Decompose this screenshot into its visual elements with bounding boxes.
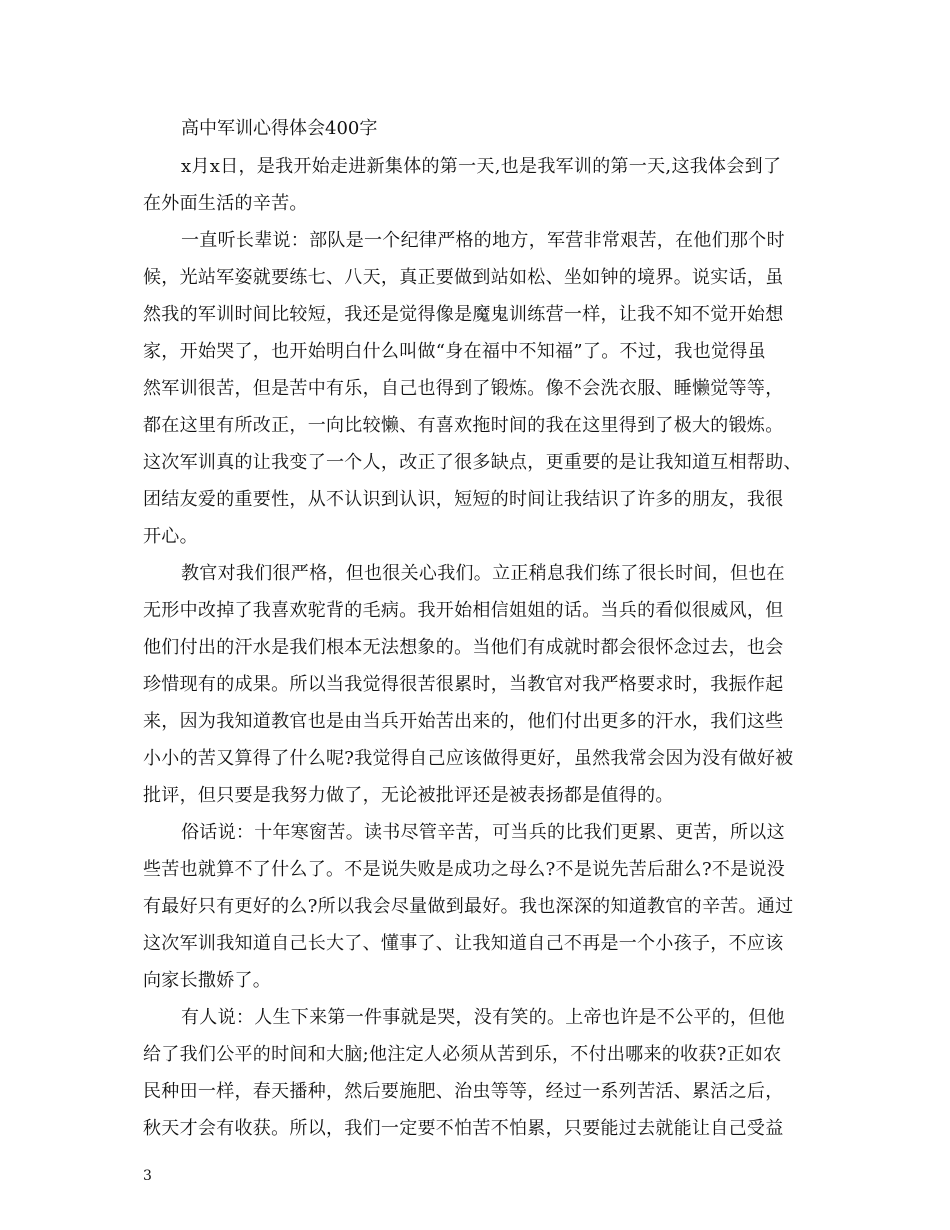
text-line: 些苦也就算不了什么了。不是说失败是成功之母么?不是说先苦后甜么?不是说没 xyxy=(143,859,786,880)
text-line: 来，因为我知道教官也是由当兵开始苦出来的，他们付出更多的汗水，我们这些 xyxy=(143,711,784,732)
text-line: x月x日，是我开始走进新集体的第一天,也是我军训的第一天,这我体会到了 xyxy=(181,156,782,177)
text-line: 然军训很苦，但是苦中有乐，自己也得到了锻炼。像不会洗衣服、睡懒觉等等， xyxy=(143,378,784,399)
text-line: 这次军训我知道自己长大了、懂事了、让我知道自己不再是一个小孩子，不应该 xyxy=(143,933,784,954)
text-line: 小小的苦又算得了什么呢?我觉得自己应该做得更好，虽然我常会因为没有做好被 xyxy=(143,748,794,769)
text-line: 无形中改掉了我喜欢驼背的毛病。我开始相信姐姐的话。当兵的看似很威风，但 xyxy=(143,600,784,621)
document-title: 高中军训心得体会400字 xyxy=(181,118,378,139)
text-line: 珍惜现有的成果。所以当我觉得很苦很累时，当教官对我严格要求时，我振作起 xyxy=(143,674,784,695)
text-line: 团结友爱的重要性，从不认识到认识，短短的时间让我结识了许多的朋友，我很 xyxy=(143,489,784,510)
text-line: 有最好只有更好的么?所以我会尽量做到最好。我也深深的知道教官的辛苦。通过 xyxy=(143,896,794,917)
text-line: 俗话说：十年寒窗苦。读书尽管辛苦，可当兵的比我们更累、更苦，所以这 xyxy=(181,822,785,843)
text-line: 在外面生活的辛苦。 xyxy=(143,193,308,214)
text-line: 秋天才会有收获。所以，我们一定要不怕苦不怕累，只要能过去就能让自己受益 xyxy=(143,1118,784,1139)
text-line: 教官对我们很严格，但也很关心我们。立正稍息我们练了很长时间，但也在 xyxy=(181,563,785,584)
text-line: 然我的军训时间比较短，我还是觉得像是魔鬼训练营一样，让我不知不觉开始想 xyxy=(143,304,784,325)
text-line: 候，光站军姿就要练七、八天，真正要做到站如松、坐如钟的境界。说实话，虽 xyxy=(143,267,784,288)
text-line: 有人说：人生下来第一件事就是哭，没有笑的。上帝也许是不公平的，但他 xyxy=(181,1007,785,1028)
page-number: 3 xyxy=(143,1168,152,1184)
text-line: 家，开始哭了，也开始明白什么叫做“身在福中不知福”了。不过，我也觉得虽 xyxy=(143,341,766,362)
text-line: 给了我们公平的时间和大脑;他注定人必须从苦到乐，不付出哪来的收获?正如农 xyxy=(143,1044,782,1065)
text-line: 开心。 xyxy=(143,526,198,547)
text-line: 民种田一样，春天播种，然后要施肥、治虫等等，经过一系列苦活、累活之后， xyxy=(143,1081,784,1102)
text-line: 向家长撒娇了。 xyxy=(143,970,272,991)
text-line: 他们付出的汗水是我们根本无法想象的。当他们有成就时都会很怀念过去，也会 xyxy=(143,637,784,658)
text-line: 这次军训真的让我变了一个人，改正了很多缺点，更重要的是让我知道互相帮助、 xyxy=(143,452,802,473)
text-line: 批评，但只要是我努力做了，无论被批评还是被表扬都是值得的。 xyxy=(143,785,674,806)
text-line: 一直听长辈说：部队是一个纪律严格的地方，军营非常艰苦，在他们那个时 xyxy=(181,230,785,251)
text-line: 都在这里有所改正，一向比较懒、有喜欢拖时间的我在这里得到了极大的锻炼。 xyxy=(143,415,784,436)
